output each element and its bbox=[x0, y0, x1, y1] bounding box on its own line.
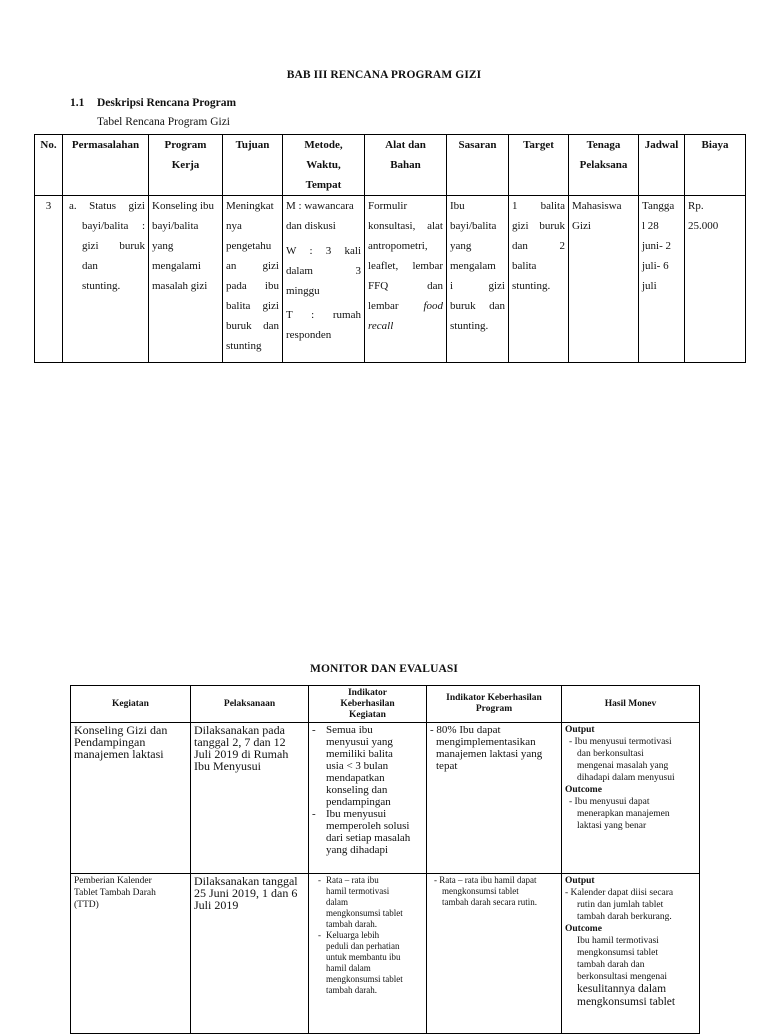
cell-alat: Formulir konsultasi, alat antropometri, leaflet, lembar FFQ dan lembar food recall bbox=[365, 196, 447, 363]
monev-cell-indikator-kegiatan: - Semua ibu menyusui yang memiliki balita usia < 3 bulan mendapatkan konseling dan pendampingan - Ibu menyusui memperoleh solusi dari setiap masalah yang dihadapi bbox=[309, 723, 427, 874]
monev-header-indikator-kegiatan: Indikator Keberhasilan Kegiatan bbox=[309, 686, 427, 723]
header-jadwal: Jadwal bbox=[639, 135, 685, 196]
header-metode: Metode, Waktu, Tempat bbox=[283, 135, 365, 196]
cell-tenaga: Mahasiswa Gizi bbox=[569, 196, 639, 363]
header-sasaran: Sasaran bbox=[447, 135, 509, 196]
monev-cell-kegiatan: Konseling Gizi dan Pendampingan manajemen laktasi bbox=[71, 723, 191, 874]
cell-target: 1 balita gizi buruk dan 2 balita stunting. bbox=[509, 196, 569, 363]
plan-table bbox=[34, 134, 746, 363]
header-program: Program Kerja bbox=[149, 135, 223, 196]
header-target: Target bbox=[509, 135, 569, 196]
header-alat: Alat dan Bahan bbox=[365, 135, 447, 196]
monev-cell-kegiatan: Pemberian Kalender Tablet Tambah Darah (TTD) bbox=[71, 874, 191, 1034]
monev-cell-pelaksanaan: Dilaksanakan pada tanggal 2, 7 dan 12 Juli 2019 di Rumah Ibu Menyusui bbox=[191, 723, 309, 874]
monev-header-hasil: Hasil Monev bbox=[562, 686, 700, 723]
cell-permasalahan: a. Status gizi bayi/balita : gizi buruk dan stunting. bbox=[63, 196, 149, 363]
monev-cell-pelaksanaan: Dilaksanakan tanggal 25 Juni 2019, 1 dan 6 Juli 2019 bbox=[191, 874, 309, 1034]
monev-table bbox=[70, 685, 700, 1034]
cell-program: Konseling ibu bayi/balita yang mengalami masalah gizi bbox=[149, 196, 223, 363]
table-caption: Tabel Rencana Program Gizi bbox=[97, 116, 230, 128]
monev-cell-hasil: Output - Ibu menyusui termotivasi dan berkonsultasi mengenai masalah yang dihadapi dalam menyusui Outcome - Ibu menyusui dapat menerapkan manajemen laktasi yang benar bbox=[562, 723, 700, 874]
header-permasalahan: Permasalahan bbox=[63, 135, 149, 196]
section-title: Deskripsi Rencana Program bbox=[97, 97, 237, 109]
monev-header-indikator-program: Indikator Keberhasilan Program bbox=[427, 686, 562, 723]
monev-header-pelaksanaan: Pelaksanaan bbox=[191, 686, 309, 723]
chapter-title: BAB III RENCANA PROGRAM GIZI bbox=[286, 69, 482, 81]
monev-cell-indikator-kegiatan: - Rata – rata ibu hamil termotivasi dalam mengkonsumsi tablet tambah darah. - Keluarga lebih peduli dan perhatian untuk membantu ibu hamil dalam mengkonsumsi tablet tambah darah. bbox=[309, 874, 427, 1034]
monev-title: MONITOR DAN EVALUASI bbox=[310, 663, 458, 675]
monev-cell-indikator-program: - 80% Ibu dapat mengimplementasikan manajemen laktasi yang tepat bbox=[427, 723, 562, 874]
header-tujuan: Tujuan bbox=[223, 135, 283, 196]
monev-header bbox=[71, 686, 700, 723]
monev-cell-indikator-program: - Rata – rata ibu hamil dapat mengkonsumsi tablet tambah darah secara rutin. bbox=[427, 874, 562, 1034]
cell-tujuan: Meningkat nya pengetahu an gizi pada ibu balita gizi buruk dan stunting bbox=[223, 196, 283, 363]
header-tenaga: Tenaga Pelaksana bbox=[569, 135, 639, 196]
cell-sasaran: Ibu bayi/balita yang mengalam i gizi buruk dan stunting. bbox=[447, 196, 509, 363]
header-no: No. bbox=[35, 135, 63, 196]
cell-metode: M : wawancara dan diskusi W : 3 kali dalam 3 minggu T : rumah responden bbox=[283, 196, 365, 363]
plan-table-header bbox=[35, 135, 746, 196]
monev-row bbox=[71, 874, 700, 1034]
cell-biaya: Rp. 25.000 bbox=[685, 196, 746, 363]
monev-row bbox=[71, 723, 700, 874]
plan-table-row bbox=[35, 196, 746, 363]
header-biaya: Biaya bbox=[685, 135, 746, 196]
section-number: 1.1 bbox=[70, 97, 85, 109]
cell-no: 3 bbox=[35, 196, 63, 363]
monev-cell-hasil: Output - Kalender dapat diisi secara rutin dan jumlah tablet tambah darah berkurang. Outcome Ibu hamil termotivasi mengkonsumsi tablet tambah darah dan berkonsultasi mengenai kesulitannya dalam mengkonsumsi tablet bbox=[562, 874, 700, 1034]
cell-jadwal: Tangga l 28 juni- 2 juli- 6 juli bbox=[639, 196, 685, 363]
monev-header-kegiatan: Kegiatan bbox=[71, 686, 191, 723]
